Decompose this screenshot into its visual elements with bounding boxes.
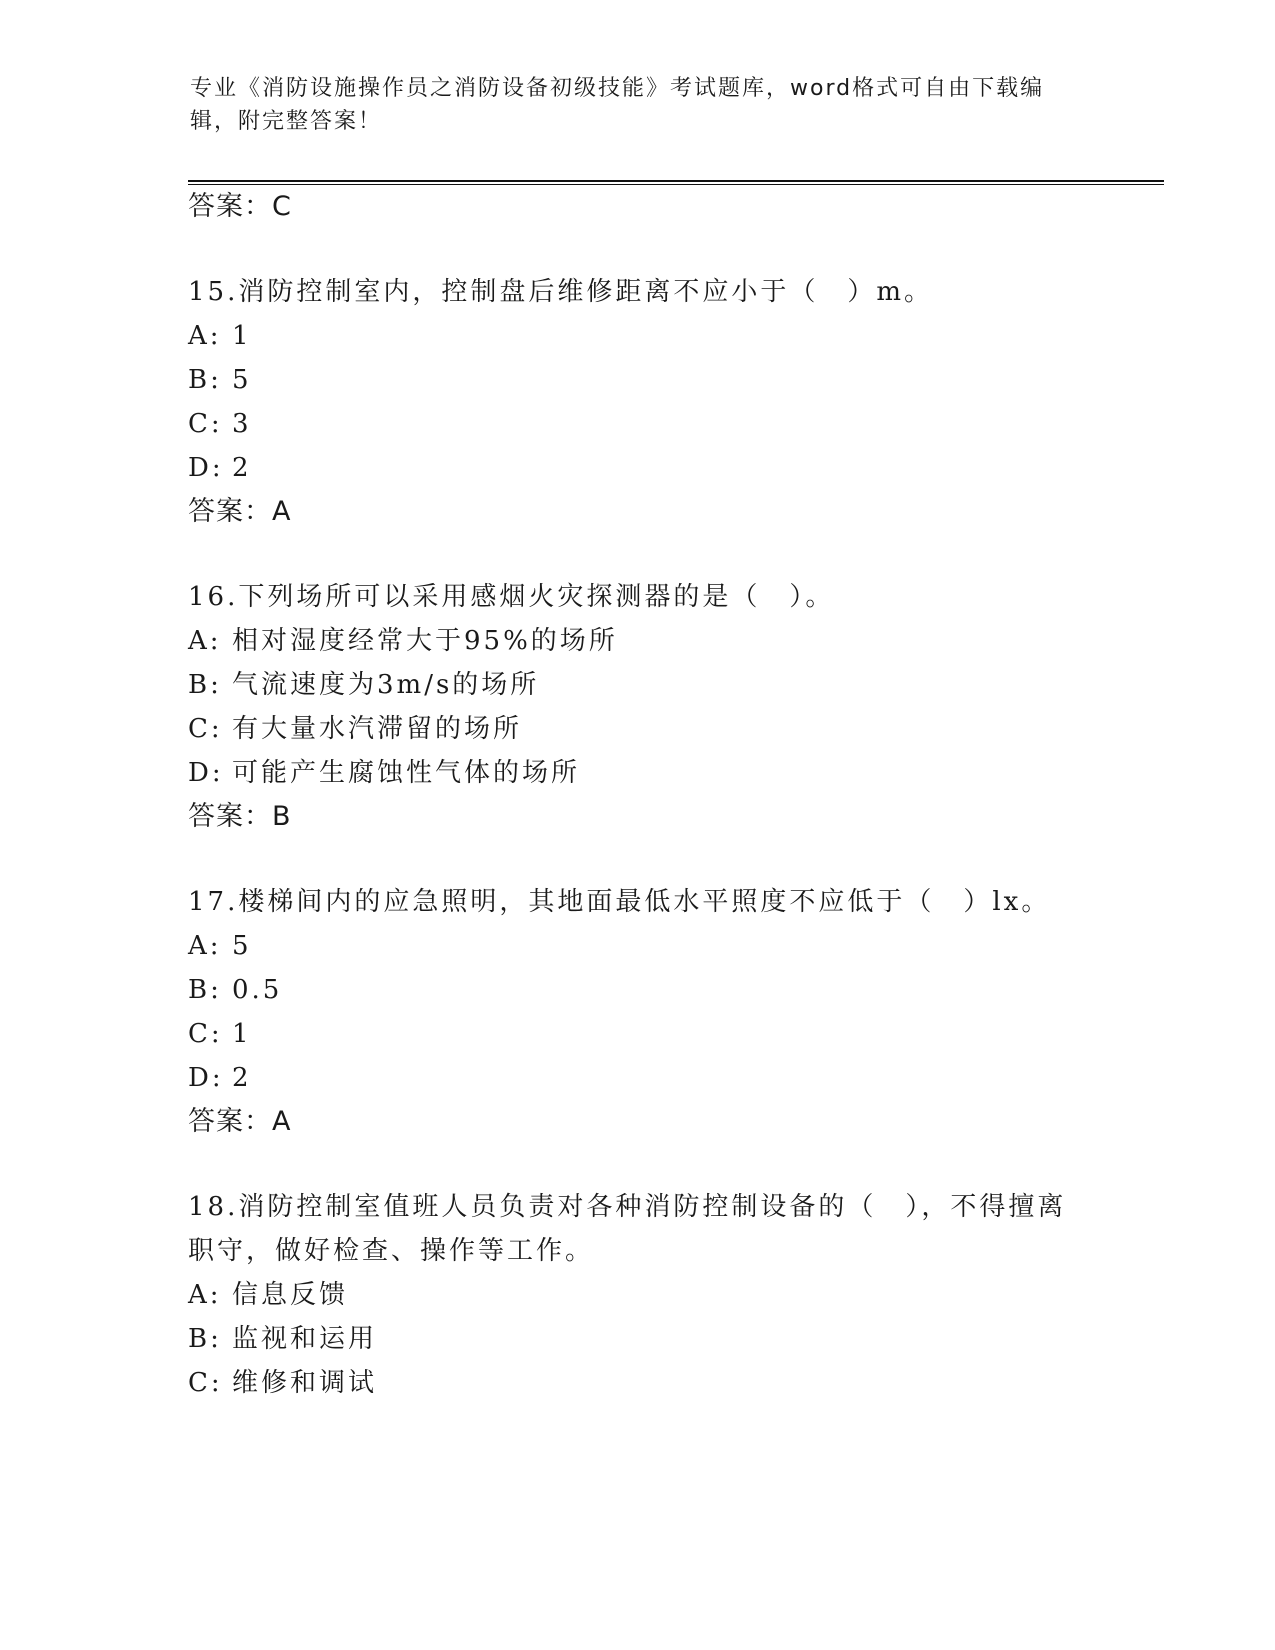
- option-b: [188, 668, 539, 702]
- option-text: 监视和运用: [232, 1324, 378, 1354]
- option-label: D:: [188, 453, 224, 483]
- option-text: 有大量水汽滞留的场所: [232, 714, 523, 744]
- header-line-2: 辑，附完整答案！: [190, 109, 383, 134]
- header-text: [190, 72, 1090, 138]
- option-d: [188, 756, 580, 790]
- previous-answer: 答案：C: [188, 191, 292, 222]
- option-label: B:: [188, 975, 222, 1005]
- question-stem-line-2: 职守，做好检查、操作等工作。: [188, 1236, 595, 1266]
- option-label: B:: [188, 365, 222, 395]
- answer: 答案：B: [188, 801, 292, 832]
- question-stem: 16.下列场所可以采用感烟火灾探测器的是（ ）。: [188, 582, 835, 612]
- option-a: [188, 929, 252, 963]
- header-rule-thin: [188, 184, 1164, 185]
- option-c: [188, 407, 252, 441]
- option-b: [188, 363, 252, 397]
- option-label: D:: [188, 1063, 224, 1093]
- option-b: [188, 973, 282, 1007]
- option-text: 气流速度为3m/s的场所: [232, 670, 540, 700]
- option-text: 信息反馈: [232, 1280, 349, 1310]
- option-a: [188, 319, 252, 353]
- option-b: [188, 1322, 377, 1356]
- option-text: 可能产生腐蚀性气体的场所: [232, 758, 581, 788]
- option-text: 5: [232, 931, 252, 961]
- option-text: 3: [232, 409, 252, 439]
- answer: 答案：A: [188, 1106, 292, 1137]
- option-c: [188, 712, 522, 746]
- option-text: 1: [232, 321, 252, 351]
- option-label: C:: [188, 409, 223, 439]
- question-stem: 17.楼梯间内的应急照明，其地面最低水平照度不应低于（ ）lx。: [188, 887, 1051, 917]
- question-stem: 15.消防控制室内，控制盘后维修距离不应小于（ ）m。: [188, 277, 934, 307]
- option-text: 2: [232, 453, 252, 483]
- option-text: 0.5: [232, 975, 283, 1005]
- header-rule-thick: [188, 180, 1164, 182]
- option-c: [188, 1017, 252, 1051]
- option-label: C:: [188, 714, 223, 744]
- option-label: A:: [188, 1280, 222, 1310]
- option-label: D:: [188, 758, 224, 788]
- option-text: 维修和调试: [232, 1368, 378, 1398]
- option-text: 5: [232, 365, 252, 395]
- option-text: 相对湿度经常大于95%的场所: [232, 626, 618, 656]
- option-a: [188, 1278, 348, 1312]
- option-label: A:: [188, 321, 222, 351]
- header-line-1: 专业《消防设施操作员之消防设备初级技能》考试题库，word格式可自由下载编: [190, 76, 1045, 101]
- option-d: [188, 451, 252, 485]
- option-label: C:: [188, 1368, 223, 1398]
- option-text: 1: [232, 1019, 252, 1049]
- option-label: B:: [188, 1324, 222, 1354]
- option-text: 2: [232, 1063, 252, 1093]
- option-label: A:: [188, 626, 222, 656]
- option-label: A:: [188, 931, 222, 961]
- option-label: C:: [188, 1019, 223, 1049]
- answer: 答案：A: [188, 496, 292, 527]
- option-a: [188, 624, 618, 658]
- question-stem-line-1: 18.消防控制室值班人员负责对各种消防控制设备的（ ），不得擅离: [188, 1192, 1067, 1222]
- option-d: [188, 1061, 252, 1095]
- option-label: B:: [188, 670, 222, 700]
- option-c: [188, 1366, 377, 1400]
